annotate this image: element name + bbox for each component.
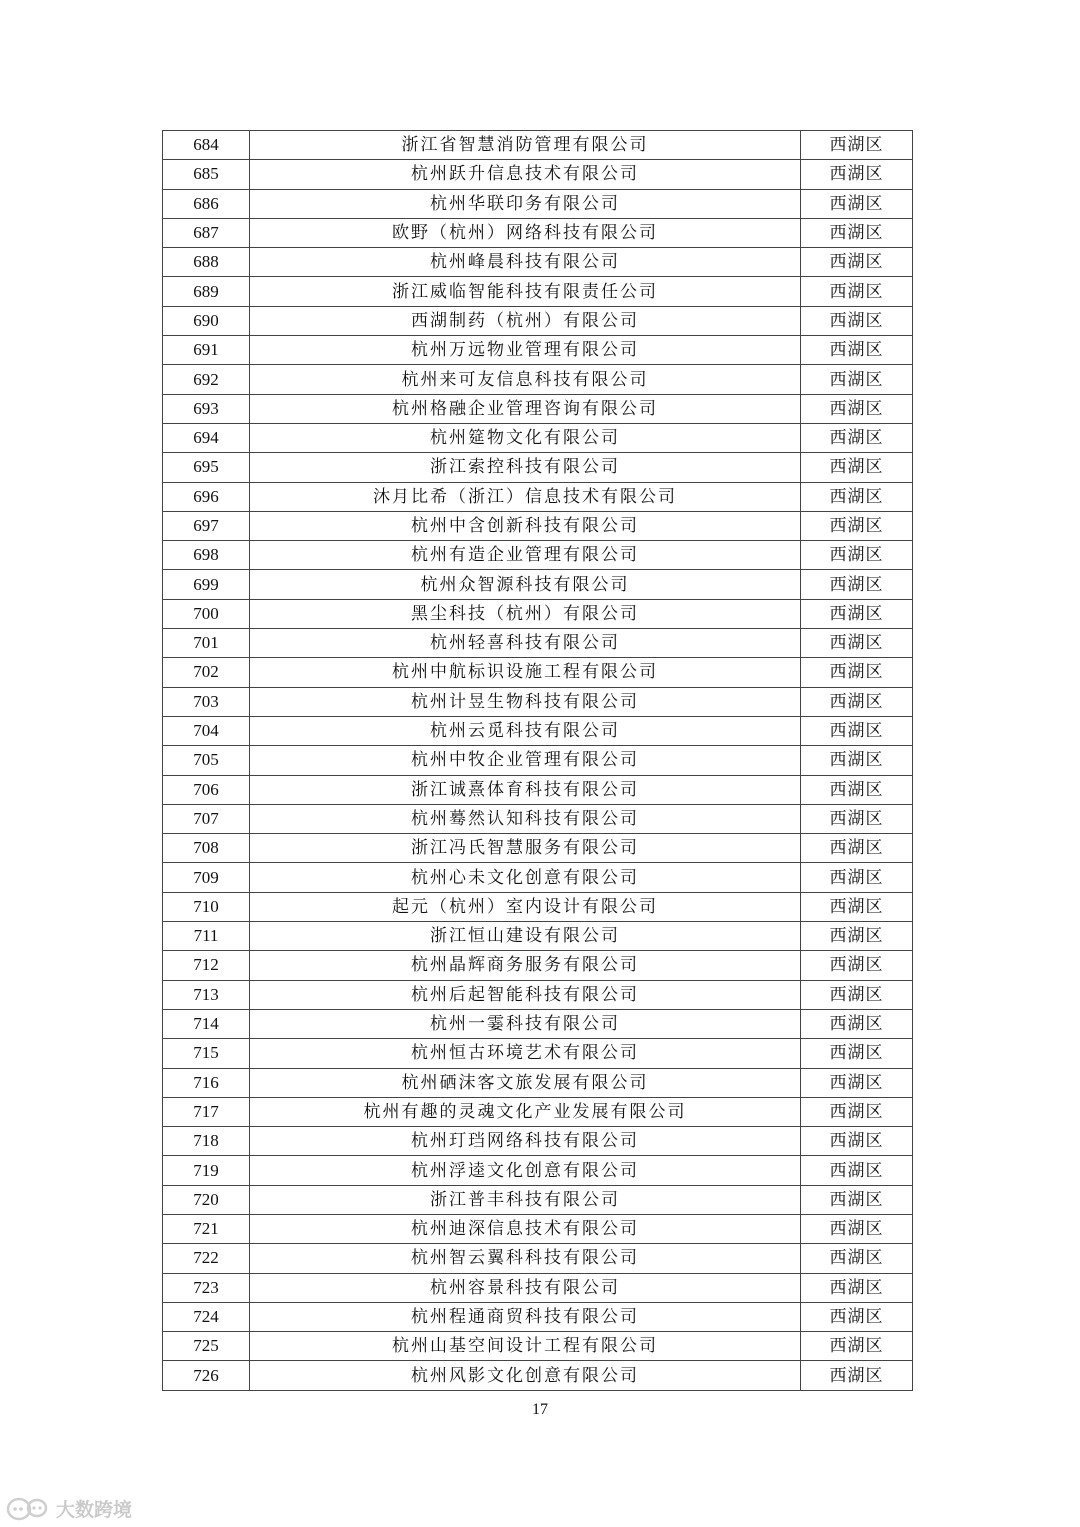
table-row [163, 746, 913, 775]
district: 西湖区 [801, 1068, 913, 1097]
district: 西湖区 [801, 306, 913, 335]
row-number: 717 [163, 1097, 250, 1126]
table-row [163, 160, 913, 189]
table-row [163, 892, 913, 921]
table-row [163, 804, 913, 833]
row-number: 724 [163, 1302, 250, 1331]
company-name: 杭州云觅科技有限公司 [250, 716, 801, 745]
row-number: 708 [163, 834, 250, 863]
table-row [163, 599, 913, 628]
row-number: 706 [163, 775, 250, 804]
company-name: 杭州中牧企业管理有限公司 [250, 746, 801, 775]
company-name: 杭州筵物文化有限公司 [250, 423, 801, 452]
row-number: 687 [163, 218, 250, 247]
table-row [163, 482, 913, 511]
district: 西湖区 [801, 775, 913, 804]
row-number: 694 [163, 423, 250, 452]
table-row [163, 277, 913, 306]
district: 西湖区 [801, 453, 913, 482]
company-table [162, 130, 913, 1391]
district: 西湖区 [801, 1127, 913, 1156]
company-name: 杭州风影文化创意有限公司 [250, 1361, 801, 1390]
table-row [163, 1127, 913, 1156]
company-name: 浙江省智慧消防管理有限公司 [250, 131, 801, 160]
district: 西湖区 [801, 218, 913, 247]
table-row [163, 570, 913, 599]
table-row [163, 453, 913, 482]
table-row [163, 687, 913, 716]
district: 西湖区 [801, 1273, 913, 1302]
company-name: 欧野（杭州）网络科技有限公司 [250, 218, 801, 247]
district: 西湖区 [801, 189, 913, 218]
district: 西湖区 [801, 629, 913, 658]
company-name: 杭州有造企业管理有限公司 [250, 541, 801, 570]
table-row [163, 834, 913, 863]
district: 西湖区 [801, 834, 913, 863]
row-number: 696 [163, 482, 250, 511]
company-name: 杭州心未文化创意有限公司 [250, 863, 801, 892]
company-name: 杭州后起智能科技有限公司 [250, 980, 801, 1009]
table-row [163, 248, 913, 277]
row-number: 707 [163, 804, 250, 833]
row-number: 701 [163, 629, 250, 658]
table-row [163, 1244, 913, 1273]
district: 西湖区 [801, 277, 913, 306]
row-number: 685 [163, 160, 250, 189]
chat-bubble-icon [6, 1496, 50, 1522]
company-name: 杭州众智源科技有限公司 [250, 570, 801, 599]
company-name: 杭州迪深信息技术有限公司 [250, 1214, 801, 1243]
row-number: 715 [163, 1039, 250, 1068]
district: 西湖区 [801, 687, 913, 716]
district: 西湖区 [801, 951, 913, 980]
row-number: 719 [163, 1156, 250, 1185]
company-name: 杭州轻喜科技有限公司 [250, 629, 801, 658]
row-number: 722 [163, 1244, 250, 1273]
company-name: 杭州万远物业管理有限公司 [250, 336, 801, 365]
district: 西湖区 [801, 131, 913, 160]
row-number: 726 [163, 1361, 250, 1390]
company-name: 浙江索控科技有限公司 [250, 453, 801, 482]
company-name: 杭州恒古环境艺术有限公司 [250, 1039, 801, 1068]
district: 西湖区 [801, 599, 913, 628]
row-number: 723 [163, 1273, 250, 1302]
district: 西湖区 [801, 394, 913, 423]
district: 西湖区 [801, 511, 913, 540]
table-row [163, 423, 913, 452]
row-number: 709 [163, 863, 250, 892]
company-name: 杭州玎珰网络科技有限公司 [250, 1127, 801, 1156]
table-row [163, 716, 913, 745]
watermark-logo [6, 1495, 132, 1522]
table-row [163, 541, 913, 570]
district: 西湖区 [801, 248, 913, 277]
company-name: 浙江普丰科技有限公司 [250, 1185, 801, 1214]
company-name: 浙江威临智能科技有限责任公司 [250, 277, 801, 306]
company-name: 起元（杭州）室内设计有限公司 [250, 892, 801, 921]
district: 西湖区 [801, 746, 913, 775]
district: 西湖区 [801, 423, 913, 452]
company-name: 杭州容景科技有限公司 [250, 1273, 801, 1302]
company-name: 杭州智云翼科科技有限公司 [250, 1244, 801, 1273]
row-number: 691 [163, 336, 250, 365]
company-name: 杭州晶辉商务服务有限公司 [250, 951, 801, 980]
row-number: 718 [163, 1127, 250, 1156]
table-row [163, 1273, 913, 1302]
company-name: 杭州山基空间设计工程有限公司 [250, 1332, 801, 1361]
district: 西湖区 [801, 1302, 913, 1331]
table-row [163, 775, 913, 804]
row-number: 698 [163, 541, 250, 570]
table-row [163, 189, 913, 218]
table-row [163, 306, 913, 335]
company-name: 杭州计昱生物科技有限公司 [250, 687, 801, 716]
company-name: 浙江冯氏智慧服务有限公司 [250, 834, 801, 863]
company-name: 杭州峰晨科技有限公司 [250, 248, 801, 277]
watermark-text: 大数跨境 [56, 1499, 133, 1521]
table-row [163, 1214, 913, 1243]
company-name: 杭州一霎科技有限公司 [250, 1009, 801, 1038]
table-row [163, 922, 913, 951]
district: 西湖区 [801, 1244, 913, 1273]
row-number: 721 [163, 1214, 250, 1243]
company-name: 杭州华联印务有限公司 [250, 189, 801, 218]
row-number: 690 [163, 306, 250, 335]
table-row [163, 951, 913, 980]
table-row [163, 1302, 913, 1331]
table-row [163, 863, 913, 892]
row-number: 704 [163, 716, 250, 745]
table-row [163, 1009, 913, 1038]
company-name: 浙江诚熹体育科技有限公司 [250, 775, 801, 804]
company-name: 杭州蓦然认知科技有限公司 [250, 804, 801, 833]
row-number: 720 [163, 1185, 250, 1214]
table-row [163, 365, 913, 394]
company-name: 沐月比希（浙江）信息技术有限公司 [250, 482, 801, 511]
district: 西湖区 [801, 1185, 913, 1214]
table-row [163, 1097, 913, 1126]
company-name: 杭州程通商贸科技有限公司 [250, 1302, 801, 1331]
district: 西湖区 [801, 1361, 913, 1390]
district: 西湖区 [801, 1332, 913, 1361]
company-name: 黑尘科技（杭州）有限公司 [250, 599, 801, 628]
district: 西湖区 [801, 1009, 913, 1038]
company-name: 杭州跃升信息技术有限公司 [250, 160, 801, 189]
table-row [163, 394, 913, 423]
table-row [163, 629, 913, 658]
table-row [163, 1068, 913, 1097]
row-number: 716 [163, 1068, 250, 1097]
company-name: 杭州来可友信息科技有限公司 [250, 365, 801, 394]
district: 西湖区 [801, 160, 913, 189]
company-name: 西湖制药（杭州）有限公司 [250, 306, 801, 335]
row-number: 705 [163, 746, 250, 775]
table-row [163, 980, 913, 1009]
district: 西湖区 [801, 980, 913, 1009]
district: 西湖区 [801, 658, 913, 687]
district: 西湖区 [801, 482, 913, 511]
district: 西湖区 [801, 541, 913, 570]
row-number: 688 [163, 248, 250, 277]
row-number: 686 [163, 189, 250, 218]
table-row [163, 658, 913, 687]
table-row [163, 1361, 913, 1390]
company-name: 杭州中含创新科技有限公司 [250, 511, 801, 540]
table-row [163, 1039, 913, 1068]
company-name: 浙江恒山建设有限公司 [250, 922, 801, 951]
district: 西湖区 [801, 1156, 913, 1185]
company-name: 杭州有趣的灵魂文化产业发展有限公司 [250, 1097, 801, 1126]
district: 西湖区 [801, 570, 913, 599]
district: 西湖区 [801, 863, 913, 892]
table-row [163, 131, 913, 160]
district: 西湖区 [801, 892, 913, 921]
district: 西湖区 [801, 1214, 913, 1243]
row-number: 695 [163, 453, 250, 482]
company-name: 杭州硒沫客文旅发展有限公司 [250, 1068, 801, 1097]
page-number: 17 [532, 1401, 548, 1418]
company-name: 杭州格融企业管理咨询有限公司 [250, 394, 801, 423]
row-number: 725 [163, 1332, 250, 1361]
table-row [163, 1185, 913, 1214]
row-number: 702 [163, 658, 250, 687]
table-row [163, 218, 913, 247]
district: 西湖区 [801, 1039, 913, 1068]
district: 西湖区 [801, 365, 913, 394]
table-body [163, 131, 913, 1391]
company-name: 杭州中航标识设施工程有限公司 [250, 658, 801, 687]
row-number: 693 [163, 394, 250, 423]
table-row [163, 1156, 913, 1185]
row-number: 700 [163, 599, 250, 628]
district: 西湖区 [801, 716, 913, 745]
table-row [163, 1332, 913, 1361]
row-number: 684 [163, 131, 250, 160]
row-number: 711 [163, 922, 250, 951]
row-number: 703 [163, 687, 250, 716]
row-number: 714 [163, 1009, 250, 1038]
row-number: 697 [163, 511, 250, 540]
row-number: 713 [163, 980, 250, 1009]
district: 西湖区 [801, 804, 913, 833]
district: 西湖区 [801, 1097, 913, 1126]
district: 西湖区 [801, 336, 913, 365]
row-number: 692 [163, 365, 250, 394]
district: 西湖区 [801, 922, 913, 951]
row-number: 710 [163, 892, 250, 921]
row-number: 712 [163, 951, 250, 980]
table-row [163, 336, 913, 365]
company-name: 杭州浮逵文化创意有限公司 [250, 1156, 801, 1185]
row-number: 689 [163, 277, 250, 306]
table-row [163, 511, 913, 540]
row-number: 699 [163, 570, 250, 599]
